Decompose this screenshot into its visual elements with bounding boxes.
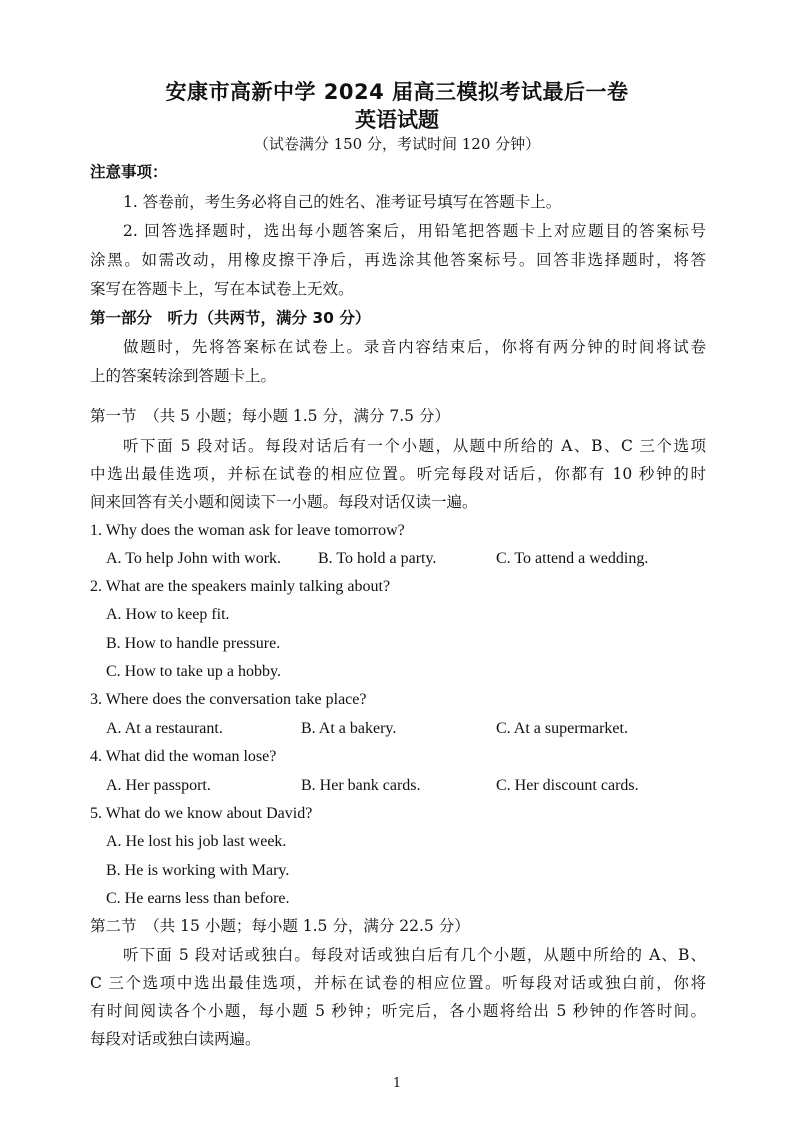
notice-item-2-line-2: 涂黑。如需改动，用橡皮擦干净后，再选涂其他答案标号。回答非选择题时，将答 [90, 251, 706, 269]
notice-item-1: 1. 答卷前，考生务必将自己的姓名、准考证号填写在答题卡上。 [123, 193, 562, 211]
question-3-option-b: B. At a bakery. [301, 720, 397, 737]
question-5-stem: 5. What do we know about David? [90, 805, 313, 822]
question-5-option-c: C. He earns less than before. [106, 890, 290, 907]
question-2-option-a: A. How to keep fit. [106, 606, 230, 623]
part1-intro-line-1: 做题时，先将答案标在试卷上。录音内容结束后，你将有两分钟的时间将试卷 [123, 338, 706, 356]
section1-heading: 第一节 （共 5 小题；每小题 1.5 分，满分 7.5 分） [90, 407, 450, 425]
question-5-option-b: B. He is working with Mary. [106, 862, 290, 879]
question-2-stem: 2. What are the speakers mainly talking about? [90, 578, 391, 595]
section1-instr-line-2: 中选出最佳选项，并标在试卷的相应位置。听完每段对话后，你都有 10 秒钟的时 [90, 465, 706, 483]
question-3-stem: 3. Where does the conversation take place? [90, 691, 367, 708]
question-4-option-a: A. Her passport. [106, 777, 211, 794]
question-3-option-a: A. At a restaurant. [106, 720, 223, 737]
section2-instr-line-4: 每段对话或独白读两遍。 [90, 1030, 261, 1048]
section1-instr-line-1: 听下面 5 段对话。每段对话后有一个小题，从题中所给的 A、B、C 三个选项 [123, 437, 706, 455]
question-1-option-a: A. To help John with work. [106, 550, 282, 567]
page-number: 1 [392, 1076, 402, 1091]
part1-heading: 第一部分 听力（共两节，满分 30 分） [90, 309, 371, 327]
question-4-stem: 4. What did the woman lose? [90, 748, 277, 765]
question-4-option-c: C. Her discount cards. [496, 777, 639, 794]
exam-title: 安康市高新中学 2024 届高三模拟考试最后一卷 [165, 80, 629, 104]
section1-instr-line-3: 间来回答有关小题和阅读下一小题。每段对话仅读一遍。 [90, 493, 478, 511]
question-2-option-b: B. How to handle pressure. [106, 635, 281, 652]
question-1-option-b: B. To hold a party. [318, 550, 437, 567]
question-3-option-c: C. At a supermarket. [496, 720, 628, 737]
question-1-stem: 1. Why does the woman ask for leave tomorrow? [90, 522, 405, 539]
question-1-option-c: C. To attend a wedding. [496, 550, 649, 567]
part1-intro-line-2: 上的答案转涂到答题卡上。 [90, 367, 277, 385]
section2-heading: 第二节 （共 15 小题；每小题 1.5 分，满分 22.5 分） [90, 917, 470, 935]
exam-subject: 英语试题 [355, 108, 439, 132]
section2-instr-line-2: C 三个选项中选出最佳选项，并标在试卷的相应位置。听每段对话或独白前，你将 [90, 974, 706, 992]
section2-instr-line-1: 听下面 5 段对话或独白。每段对话或独白后有几个小题，从题中所给的 A、B、 [123, 946, 706, 964]
section2-instr-line-3: 有时间阅读各个小题，每小题 5 秒钟；听完后，各小题将给出 5 秒钟的作答时间。 [90, 1002, 706, 1020]
exam-subtitle: （试卷满分 150 分，考试时间 120 分钟） [253, 135, 541, 153]
notice-heading: 注意事项： [90, 163, 168, 181]
notice-item-2-line-3: 案写在答题卡上，写在本试卷上无效。 [90, 280, 354, 298]
question-4-option-b: B. Her bank cards. [301, 777, 421, 794]
question-2-option-c: C. How to take up a hobby. [106, 663, 281, 680]
notice-item-2-line-1: 2. 回答选择题时，选出每小题答案后，用铅笔把答题卡上对应题目的答案标号 [123, 222, 706, 240]
question-5-option-a: A. He lost his job last week. [106, 833, 287, 850]
